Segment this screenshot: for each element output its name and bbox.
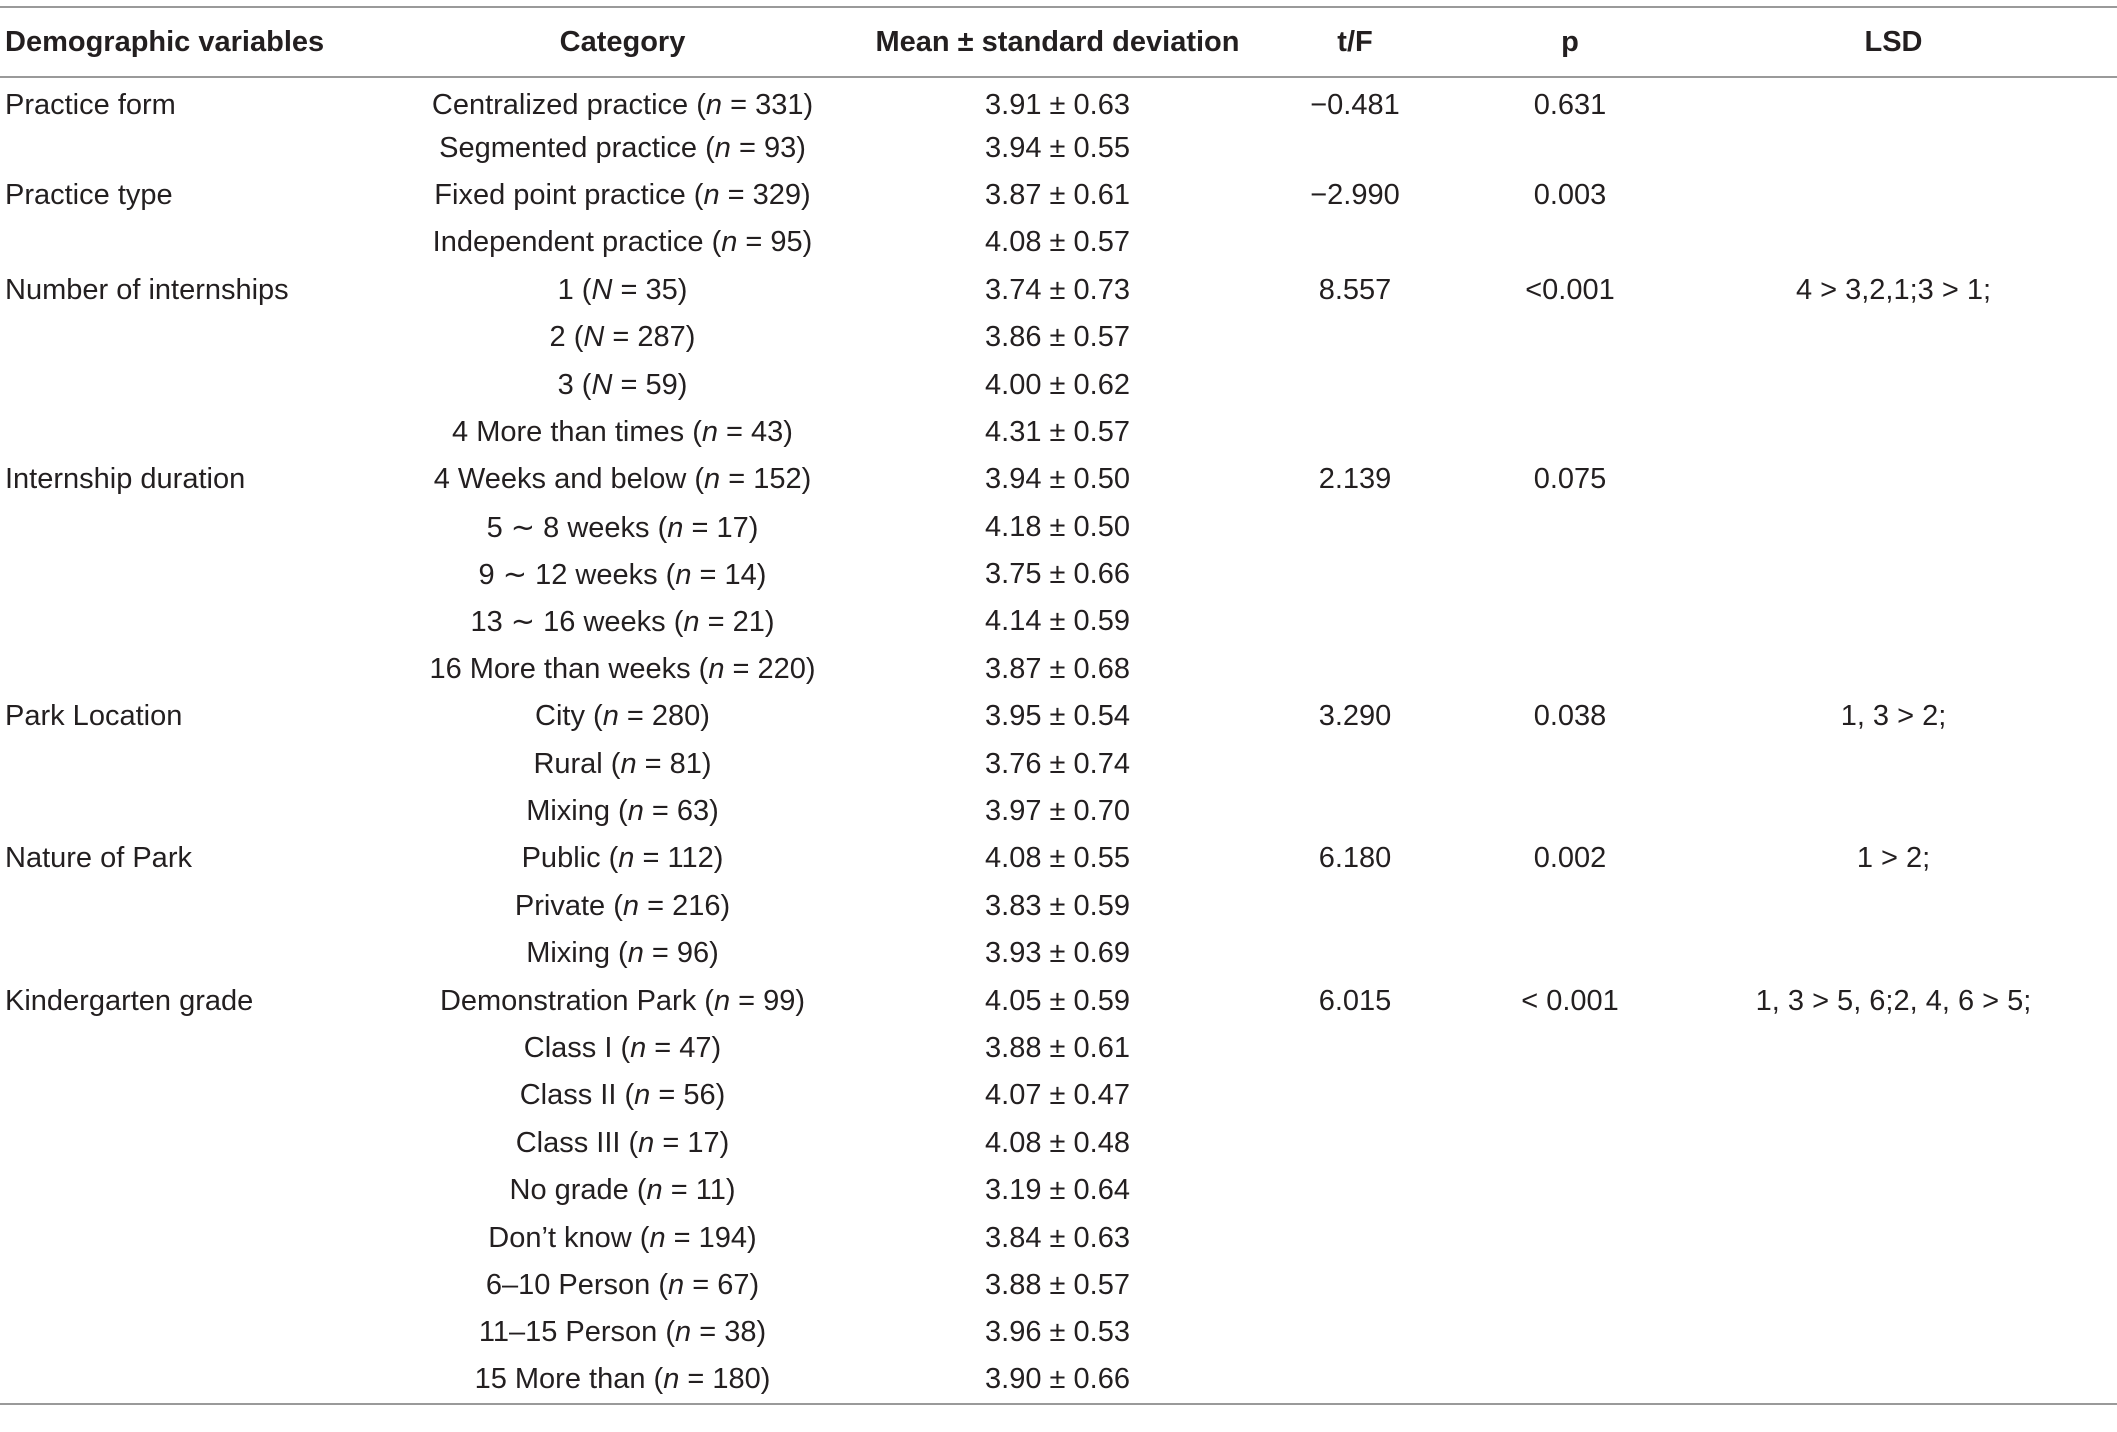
cell-p	[1470, 598, 1670, 645]
cell-mean-sd: 3.87 ± 0.61	[985, 178, 1130, 211]
category-label: Centralized practice (	[431, 88, 706, 121]
cell-mean-sd: 3.87 ± 0.68	[985, 652, 1130, 685]
category-label: Mixing (	[526, 937, 628, 970]
cell-mean-sd: 4.08 ± 0.48	[985, 1126, 1130, 1159]
cell-category	[370, 835, 875, 882]
sample-size-symbol: n	[630, 1032, 647, 1064]
cell-tf: 3.290	[1318, 700, 1392, 733]
table-row	[0, 883, 2117, 930]
table-row	[0, 361, 2117, 408]
cell-demographic-variable	[0, 1120, 370, 1167]
table-row	[0, 1214, 2117, 1261]
cell-p: 0.038	[1533, 700, 1607, 733]
sample-size-symbol: n	[622, 889, 640, 922]
cell-tf: −0.481	[1310, 88, 1400, 121]
sample-size-value: = 93)	[730, 131, 806, 164]
cell-lsd: 1, 3 > 2;	[1840, 700, 1947, 733]
cell-tf	[1240, 124, 1470, 171]
cell-category	[370, 1214, 875, 1261]
sample-size-value: = 95)	[737, 226, 813, 259]
cell-demographic-variable: Practice type	[5, 178, 173, 211]
cell-tf	[1240, 646, 1470, 693]
sample-size-symbol: n	[705, 88, 723, 121]
cell-p	[1470, 1309, 1670, 1356]
cell-demographic-variable	[0, 551, 370, 598]
table-row	[0, 504, 2117, 551]
cell-p	[1470, 1025, 1670, 1072]
category-label: Class III (	[515, 1126, 639, 1159]
cell-demographic-variable	[0, 646, 370, 693]
table-row	[0, 219, 2117, 266]
cell-demographic-variable: Practice form	[5, 88, 176, 121]
table-row	[0, 788, 2117, 835]
cell-tf: 8.557	[1318, 273, 1392, 306]
cell-category	[370, 456, 875, 503]
cell-lsd	[1670, 1309, 2117, 1356]
sample-size-symbol: N	[591, 273, 613, 306]
cell-tf: 2.139	[1318, 463, 1392, 496]
table-body	[0, 77, 2117, 1404]
cell-tf	[1240, 504, 1470, 551]
sample-size-value: = 67)	[684, 1268, 760, 1301]
cell-category	[370, 219, 875, 266]
sample-size-symbol: n	[634, 1079, 651, 1112]
cell-demographic-variable	[0, 314, 370, 361]
cell-tf	[1240, 1167, 1470, 1214]
category-label: No grade (	[509, 1174, 647, 1207]
cell-p: 0.075	[1533, 463, 1607, 496]
cell-p	[1470, 1262, 1670, 1309]
sample-size-symbol: n	[602, 700, 619, 733]
table-row	[0, 977, 2117, 1024]
cell-lsd	[1670, 646, 2117, 693]
header-p: p	[1470, 7, 1670, 77]
cell-tf	[1240, 1357, 1470, 1404]
table-row	[0, 267, 2117, 314]
table-row	[0, 77, 2117, 124]
cell-mean-sd: 3.76 ± 0.74	[985, 747, 1130, 780]
cell-category	[370, 740, 875, 787]
cell-category	[370, 314, 875, 361]
category-label: 6–10 Person (	[485, 1268, 669, 1301]
category-label: 2 (	[549, 321, 584, 354]
table-row	[0, 1309, 2117, 1356]
cell-demographic-variable	[0, 1072, 370, 1119]
sample-size-symbol: n	[649, 1221, 666, 1254]
category-label: Class II (	[519, 1079, 635, 1112]
cell-mean-sd: 3.75 ± 0.66	[985, 558, 1130, 591]
table-row	[0, 1167, 2117, 1214]
sample-size-value: = 331)	[722, 88, 814, 121]
cell-tf: −2.990	[1310, 178, 1400, 211]
cell-category	[370, 693, 875, 740]
header-lsd: LSD	[1670, 7, 2117, 77]
sample-size-symbol: n	[683, 606, 700, 639]
sample-size-value: = 14)	[691, 559, 767, 592]
cell-demographic-variable: Kindergarten grade	[5, 984, 254, 1017]
cell-lsd	[1670, 740, 2117, 787]
category-label: 5 ∼ 8 weeks (	[486, 511, 668, 544]
sample-size-symbol: n	[721, 226, 738, 259]
cell-category	[370, 361, 875, 408]
table-row	[0, 693, 2117, 740]
category-label: 1 (	[557, 273, 592, 306]
cell-demographic-variable: Internship duration	[5, 463, 246, 496]
cell-lsd	[1670, 409, 2117, 456]
cell-demographic-variable	[0, 788, 370, 835]
cell-category	[370, 1167, 875, 1214]
cell-demographic-variable	[0, 883, 370, 930]
cell-demographic-variable	[0, 504, 370, 551]
cell-mean-sd: 4.08 ± 0.55	[985, 842, 1130, 875]
sample-size-value: = 216)	[639, 889, 731, 922]
category-label: Segmented practice (	[439, 131, 715, 164]
cell-lsd	[1670, 1072, 2117, 1119]
cell-mean-sd: 3.83 ± 0.59	[985, 889, 1130, 922]
cell-tf	[1240, 314, 1470, 361]
cell-mean-sd: 3.91 ± 0.63	[985, 88, 1130, 121]
cell-demographic-variable	[0, 1357, 370, 1404]
table-row	[0, 598, 2117, 645]
sample-size-value: = 11)	[662, 1174, 736, 1207]
cell-tf	[1240, 1120, 1470, 1167]
cell-demographic-variable	[0, 1214, 370, 1261]
cell-mean-sd: 3.84 ± 0.63	[985, 1221, 1130, 1254]
category-label: City (	[535, 700, 603, 733]
cell-category	[370, 504, 875, 551]
cell-lsd	[1670, 1214, 2117, 1261]
table-row	[0, 409, 2117, 456]
cell-demographic-variable	[0, 361, 370, 408]
table-row	[0, 314, 2117, 361]
sample-size-value: = 59)	[612, 368, 688, 401]
cell-lsd	[1670, 788, 2117, 835]
cell-category	[370, 977, 875, 1024]
table-row	[0, 930, 2117, 977]
cell-mean-sd: 3.88 ± 0.57	[985, 1268, 1130, 1301]
cell-mean-sd: 3.86 ± 0.57	[985, 321, 1130, 354]
cell-demographic-variable	[0, 930, 370, 977]
category-label: Rural (	[533, 747, 621, 780]
sample-size-value: = 180)	[679, 1363, 771, 1396]
cell-p	[1470, 883, 1670, 930]
sample-size-value: = 17)	[654, 1126, 730, 1159]
cell-p	[1470, 504, 1670, 551]
cell-mean-sd: 3.94 ± 0.50	[985, 463, 1130, 496]
cell-lsd	[1670, 172, 2117, 219]
sample-size-value: = 43)	[718, 415, 793, 448]
cell-tf	[1240, 1072, 1470, 1119]
cell-mean-sd: 4.31 ± 0.57	[985, 415, 1130, 448]
cell-category	[370, 409, 875, 456]
cell-mean-sd: 3.19 ± 0.64	[985, 1174, 1130, 1207]
cell-p	[1470, 314, 1670, 361]
cell-p	[1470, 361, 1670, 408]
cell-category	[370, 1262, 875, 1309]
table-row	[0, 456, 2117, 503]
cell-category	[370, 598, 875, 645]
cell-p	[1470, 1167, 1670, 1214]
category-label: Private (	[514, 889, 623, 922]
cell-category	[370, 788, 875, 835]
cell-p: <0.001	[1525, 273, 1615, 306]
cell-p: 0.002	[1533, 842, 1607, 875]
cell-tf	[1240, 219, 1470, 266]
cell-demographic-variable: Park Location	[5, 700, 183, 733]
cell-lsd	[1670, 124, 2117, 171]
sample-size-value: = 21)	[699, 606, 775, 639]
cell-mean-sd: 4.14 ± 0.59	[985, 605, 1130, 638]
cell-lsd	[1670, 504, 2117, 551]
cell-tf: 6.015	[1318, 984, 1392, 1017]
table-row	[0, 1025, 2117, 1072]
header-tf: t/F	[1240, 7, 1470, 77]
header-category: Category	[370, 7, 875, 77]
cell-mean-sd: 3.90 ± 0.66	[875, 1357, 1240, 1404]
cell-tf	[1240, 1025, 1470, 1072]
cell-lsd	[1670, 1167, 2117, 1214]
cell-tf	[1240, 361, 1470, 408]
cell-demographic-variable	[0, 124, 370, 171]
table-row	[0, 124, 2117, 171]
table-row	[0, 646, 2117, 693]
cell-lsd	[1670, 1120, 2117, 1167]
table-header	[0, 7, 2117, 77]
cell-demographic-variable: Nature of Park	[5, 842, 192, 875]
cell-p	[1470, 124, 1670, 171]
cell-lsd	[1670, 1262, 2117, 1309]
category-label: Don’t know (	[488, 1221, 650, 1254]
sample-size-value: = 63)	[643, 795, 719, 828]
sample-size-symbol: n	[638, 1126, 655, 1159]
cell-tf	[1240, 598, 1470, 645]
cell-p: 0.003	[1533, 178, 1607, 211]
cell-category	[370, 267, 875, 314]
cell-category	[370, 646, 875, 693]
cell-lsd: 1, 3 > 5, 6;2, 4, 6 > 5;	[1755, 984, 2032, 1017]
cell-tf	[1240, 883, 1470, 930]
cell-lsd	[1670, 598, 2117, 645]
table-row	[0, 740, 2117, 787]
sample-size-symbol: n	[646, 1174, 663, 1207]
cell-demographic-variable	[0, 219, 370, 266]
sample-size-value: = 35)	[612, 273, 688, 306]
cell-category	[370, 551, 875, 598]
table-row	[0, 1120, 2117, 1167]
cell-demographic-variable	[0, 409, 370, 456]
sample-size-symbol: n	[701, 415, 718, 448]
sample-size-value: = 96)	[643, 937, 719, 970]
table-row	[0, 1072, 2117, 1119]
sample-size-value: = 220)	[724, 652, 816, 685]
cell-mean-sd: 3.74 ± 0.73	[985, 273, 1130, 306]
cell-category	[370, 124, 875, 171]
category-label: Mixing (	[526, 795, 628, 828]
cell-demographic-variable	[0, 1167, 370, 1214]
sample-size-symbol: n	[627, 937, 644, 970]
sample-size-symbol: n	[704, 463, 721, 496]
cell-lsd	[1670, 456, 2117, 503]
sample-size-symbol: n	[667, 511, 684, 544]
cell-p: < 0.001	[1521, 984, 1619, 1017]
sample-size-symbol: n	[713, 984, 731, 1017]
cell-lsd: 1 > 2;	[1856, 842, 1931, 875]
category-label: 4 Weeks and below (	[433, 463, 705, 496]
table-row	[0, 1357, 2117, 1404]
cell-tf	[1240, 409, 1470, 456]
sample-size-value: = 194)	[665, 1221, 757, 1254]
cell-tf	[1240, 1309, 1470, 1356]
cell-mean-sd: 3.88 ± 0.61	[985, 1032, 1130, 1064]
cell-p	[1470, 930, 1670, 977]
header-demographic-variables: Demographic variables	[0, 7, 370, 77]
cell-category	[370, 1309, 875, 1356]
category-label: Fixed point practice (	[434, 178, 704, 211]
sample-size-symbol: n	[703, 178, 720, 211]
cell-category	[370, 1120, 875, 1167]
sample-size-value: = 38)	[691, 1316, 767, 1349]
cell-mean-sd: 3.97 ± 0.70	[985, 795, 1130, 828]
cell-mean-sd: 3.96 ± 0.53	[985, 1316, 1130, 1349]
category-label: Independent practice (	[432, 226, 722, 259]
sample-size-value: = 329)	[719, 178, 811, 211]
cell-category	[370, 172, 875, 219]
sample-size-symbol: n	[668, 1268, 685, 1301]
sample-size-symbol: n	[618, 842, 635, 875]
table-row	[0, 172, 2117, 219]
cell-mean-sd: 4.18 ± 0.50	[985, 510, 1130, 543]
cell-p	[1470, 1120, 1670, 1167]
cell-lsd	[1670, 930, 2117, 977]
sample-size-value: = 47)	[646, 1032, 722, 1064]
sample-size-symbol: n	[627, 795, 644, 828]
cell-lsd	[1670, 1357, 2117, 1404]
cell-lsd	[1670, 314, 2117, 361]
cell-mean-sd: 3.95 ± 0.54	[985, 700, 1130, 733]
cell-lsd: 4 > 3,2,1;3 > 1;	[1795, 273, 1992, 306]
cell-p	[1470, 1072, 1670, 1119]
sample-size-symbol: n	[675, 1316, 692, 1349]
cell-tf	[1240, 788, 1470, 835]
sample-size-value: = 17)	[683, 511, 759, 544]
cell-demographic-variable	[0, 598, 370, 645]
sample-size-symbol: N	[591, 368, 613, 401]
cell-p: 0.631	[1533, 88, 1607, 121]
sample-size-value: = 112)	[634, 842, 724, 875]
cell-demographic-variable	[0, 740, 370, 787]
cell-demographic-variable	[0, 1262, 370, 1309]
sample-size-value: = 152)	[720, 463, 812, 496]
sample-size-value: = 56)	[650, 1079, 726, 1112]
cell-p	[1470, 551, 1670, 598]
cell-mean-sd: 4.05 ± 0.59	[985, 984, 1130, 1017]
cell-tf	[1240, 551, 1470, 598]
cell-tf	[1240, 930, 1470, 977]
cell-demographic-variable: Number of internships	[5, 273, 289, 306]
category-label: 15 More than (	[474, 1363, 664, 1396]
sample-size-value: = 287)	[604, 321, 696, 354]
cell-mean-sd: 3.93 ± 0.69	[985, 937, 1130, 970]
cell-p	[1470, 646, 1670, 693]
cell-p	[1470, 1214, 1670, 1261]
cell-category	[370, 1025, 875, 1072]
category-label: 4 More than times (	[452, 415, 702, 448]
cell-tf	[1240, 1262, 1470, 1309]
data-table-container	[0, 6, 2117, 1405]
cell-lsd	[1670, 219, 2117, 266]
cell-mean-sd: 4.07 ± 0.47	[985, 1079, 1130, 1112]
category-label: 13 ∼ 16 weeks (	[470, 606, 684, 639]
sample-size-value: = 81)	[636, 747, 712, 780]
cell-mean-sd: 4.08 ± 0.57	[985, 226, 1130, 259]
category-label: Class I (	[523, 1032, 631, 1064]
sample-size-symbol: n	[663, 1363, 680, 1396]
sample-size-value: = 280)	[618, 700, 710, 733]
cell-lsd	[1670, 1025, 2117, 1072]
category-label: 3 (	[557, 368, 592, 401]
cell-lsd	[1670, 551, 2117, 598]
category-label: 11–15 Person (	[478, 1316, 676, 1349]
cell-category	[370, 77, 875, 124]
table-row	[0, 551, 2117, 598]
cell-demographic-variable	[0, 1025, 370, 1072]
cell-p	[1470, 740, 1670, 787]
sample-size-symbol: N	[583, 321, 605, 354]
category-label: 16 More than weeks (	[429, 652, 709, 685]
cell-lsd	[1670, 77, 2117, 124]
demographic-table	[0, 6, 2117, 1405]
cell-demographic-variable	[0, 1309, 370, 1356]
sample-size-symbol: n	[708, 652, 725, 685]
table-row	[0, 1262, 2117, 1309]
cell-p	[1470, 1357, 1670, 1404]
sample-size-symbol: n	[714, 131, 731, 164]
cell-category	[370, 883, 875, 930]
cell-category	[370, 1072, 875, 1119]
cell-p	[1470, 219, 1670, 266]
sample-size-value: = 99)	[730, 984, 806, 1017]
cell-lsd	[1670, 883, 2117, 930]
header-mean-sd: Mean ± standard deviation	[875, 7, 1240, 77]
cell-mean-sd: 3.94 ± 0.55	[985, 131, 1130, 164]
sample-size-symbol: n	[675, 559, 692, 592]
cell-lsd	[1670, 361, 2117, 408]
cell-mean-sd: 4.00 ± 0.62	[985, 368, 1130, 401]
cell-tf	[1240, 740, 1470, 787]
cell-p	[1470, 788, 1670, 835]
category-label: Demonstration Park (	[439, 984, 714, 1017]
sample-size-symbol: n	[620, 747, 637, 780]
cell-category	[370, 930, 875, 977]
cell-p	[1470, 409, 1670, 456]
cell-tf: 6.180	[1318, 842, 1392, 875]
category-label: Public (	[521, 842, 619, 875]
cell-category	[370, 1357, 875, 1404]
cell-tf	[1240, 1214, 1470, 1261]
header-row	[0, 7, 2117, 77]
category-label: 9 ∼ 12 weeks (	[478, 559, 676, 592]
table-row	[0, 835, 2117, 882]
